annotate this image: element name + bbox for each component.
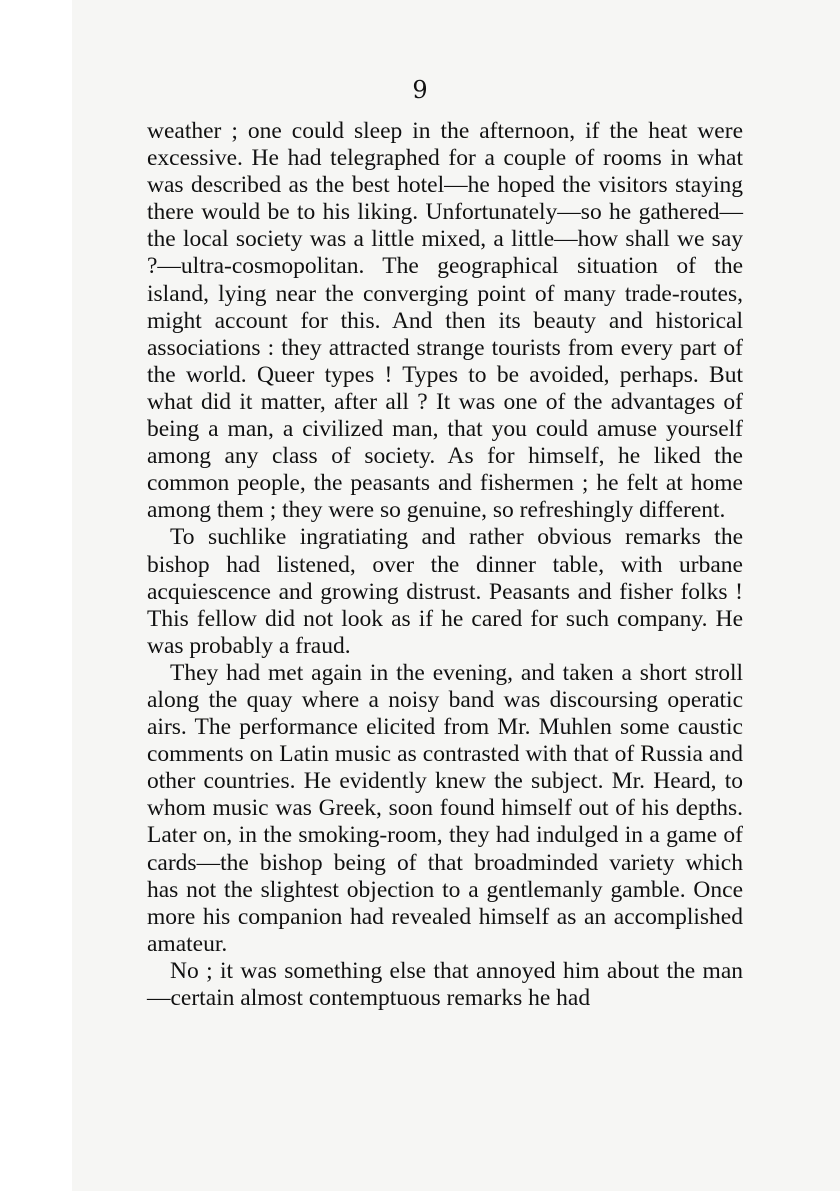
paragraph-1: weather ; one could sleep in the afternoon, if the heat were excessive. He had telegraphed for a couple of rooms in what was described as the best hotel—he hoped the visitors staying there would be to his liking. Unfortunately—so he gathered—the local society was a little mixed, a little—how shall we say ?—ultra-cosmopolitan. The geographical situation of the island, lying near the converging point of many trade-routes, might account for this. And then its beauty and historical associations : they attracted strange tourists from every part of the world. Queer types ! Types to be avoided, perhaps. But what did it matter, after all ? It was one of the advantages of being a man, a civilized man, that you could amuse yourself among any class of society. As for himself, he liked the common people, the peasants and fishermen ; he felt at home among them ; they were so genuine, so refreshingly different. xyxy=(147,118,743,524)
paragraph-4: No ; it was something else that annoyed him about the man—certain almost contemptuous remarks he had xyxy=(147,957,743,1011)
page-number: 9 xyxy=(412,76,428,104)
paragraph-2: To suchlike ingratiating and rather obvious remarks the bishop had listened, over the dinner table, with urbane acquiescence and growing distrust. Peasants and fisher folks ! This fellow did not look as if he cared for such company. He was probably a fraud. xyxy=(147,524,743,659)
paragraph-3: They had met again in the evening, and taken a short stroll along the quay where a noisy band was discoursing operatic airs. The performance elicited from Mr. Muhlen some caustic comments on Latin music as contrasted with that of Russia and other countries. He evidently knew the subject. Mr. Heard, to whom music was Greek, soon found himself out of his depths. Later on, in the smoking-room, they had indulged in a game of cards—the bishop being of that broadminded variety which has not the slightest objection to a gentlemanly gamble. Once more his companion had revealed himself as an accomplished amateur. xyxy=(147,659,743,957)
body-text xyxy=(147,118,743,1012)
